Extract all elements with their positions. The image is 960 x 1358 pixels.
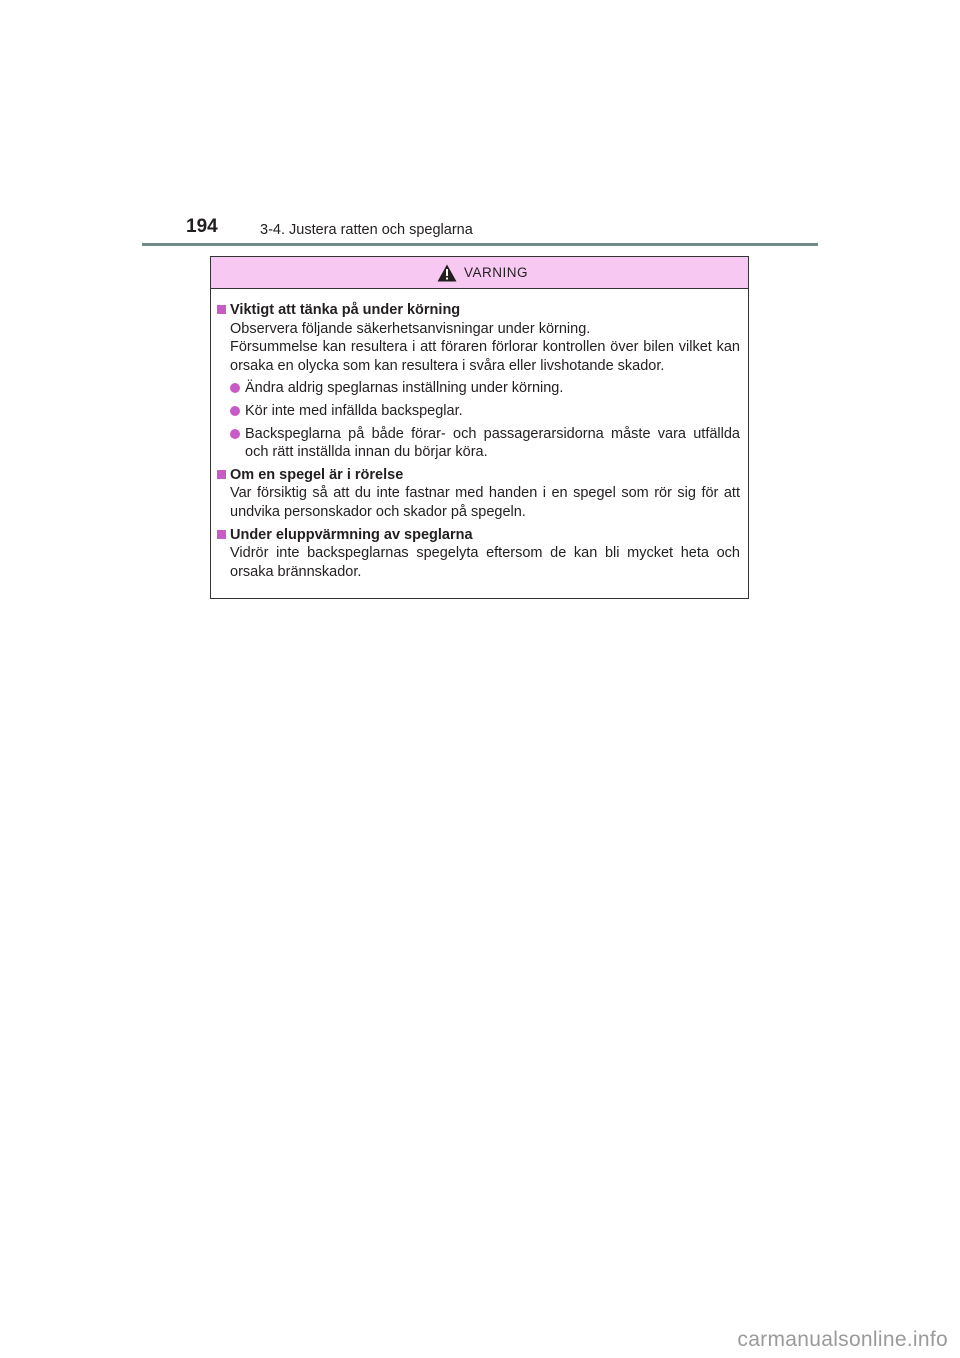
- section-heading-text: Viktigt att tänka på under körning: [230, 302, 461, 318]
- bullet-text: Backspeglarna på både förar- och passagerarsidorna måste vara utfällda och rätt inställda innan du börjar köra.: [245, 425, 740, 461]
- warning-box: [210, 256, 749, 599]
- warning-triangle-icon: [437, 264, 457, 282]
- page-number: 194: [186, 216, 218, 237]
- warning-section-moving-mirror: [216, 466, 740, 522]
- bullet-item: [216, 379, 740, 398]
- header-divider: [142, 243, 818, 246]
- watermark: carmanualsonline.info: [737, 1328, 948, 1351]
- circle-bullet-icon: [230, 383, 240, 393]
- square-bullet-icon: [217, 470, 226, 479]
- section-heading-text: Under eluppvärmning av speglarna: [230, 526, 473, 543]
- square-bullet-icon: [217, 530, 226, 539]
- square-bullet-icon: [217, 305, 226, 314]
- paragraph: Vidrör inte backspeglarnas spegelyta eftersom de kan bli mycket heta och orsaka brännskador.: [230, 545, 740, 580]
- section-heading: [216, 526, 740, 545]
- warning-body: [211, 289, 748, 581]
- bullet-text: Ändra aldrig speglarnas inställning under körning.: [245, 380, 564, 397]
- warning-title: VARNING: [464, 265, 529, 280]
- section-heading: [216, 466, 740, 485]
- warning-header: [211, 257, 748, 289]
- bullet-item: [216, 425, 740, 462]
- section-heading: [216, 301, 740, 320]
- warning-section-heating: [216, 526, 740, 582]
- warning-section-driving: [216, 301, 740, 462]
- section-heading-text: Om en spegel är i rörelse: [230, 466, 404, 483]
- bullet-text: Kör inte med infällda backspeglar.: [245, 402, 463, 419]
- paragraph: Var försiktig så att du inte fastnar med handen i en spegel som rör sig för att undvika personskador och skador på spegeln.: [230, 485, 740, 520]
- paragraph: Observera följande säkerhetsanvisningar under körning.: [230, 320, 591, 337]
- circle-bullet-icon: [230, 429, 240, 439]
- paragraph: Försummelse kan resultera i att föraren förlorar kontrollen över bilen vilket kan orsaka en olycka som kan resultera i svåra eller livshotande skador.: [230, 339, 740, 374]
- circle-bullet-icon: [230, 406, 240, 416]
- bullet-item: [216, 402, 740, 421]
- section-title: 3-4. Justera ratten och speglarna: [260, 222, 473, 238]
